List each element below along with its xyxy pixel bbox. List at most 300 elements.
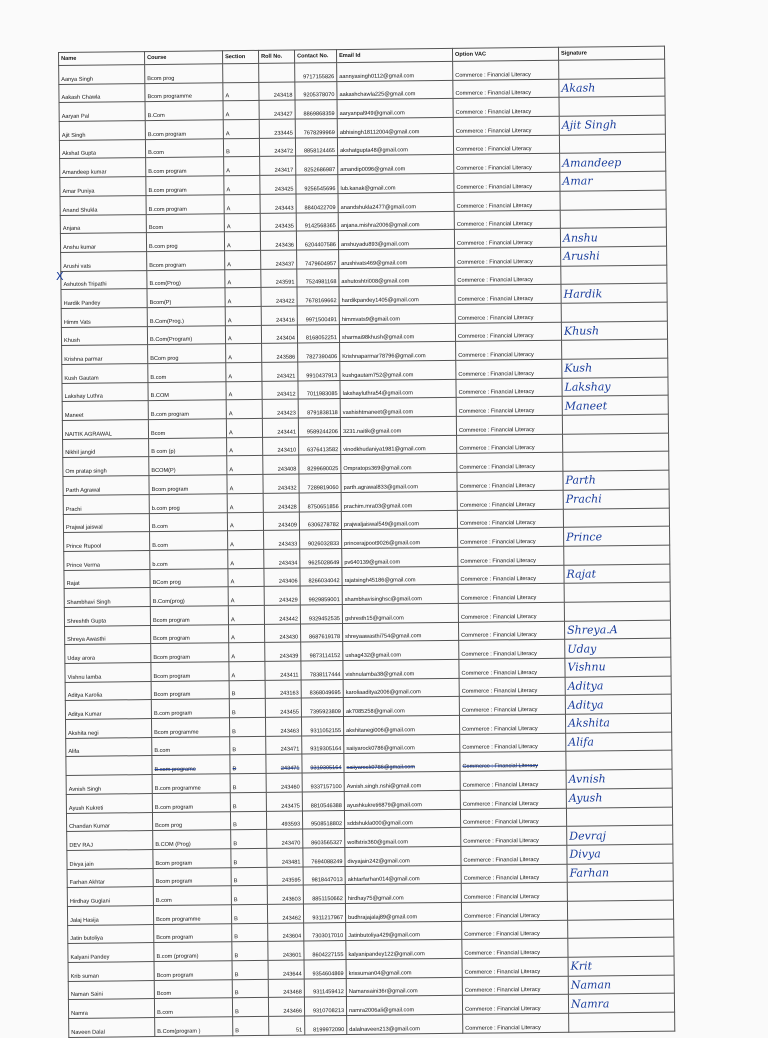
cell-sig: Khush: [561, 321, 667, 341]
cell-course: B.com program: [148, 400, 226, 420]
cell-contact: 7827390406: [298, 343, 340, 362]
cell-option-vac: Commerce : Financial Literacy: [459, 640, 565, 660]
cell-name: Vishnu lamba: [65, 663, 151, 683]
cell-section: [223, 63, 259, 82]
cell-roll: 243471: [266, 754, 302, 773]
cell-contact: 7289819060: [299, 474, 341, 493]
cell-email: budhrajajalaj89@gmail.com: [345, 902, 461, 922]
cell-sig: [563, 508, 669, 528]
header-name: Name: [59, 52, 145, 66]
cell-contact: 8368049695: [301, 679, 343, 698]
cell-sig: Krit: [568, 956, 674, 976]
cell-option-vac: Commerce : Financial Literacy: [454, 172, 560, 192]
cell-contact: 6376413582: [299, 436, 341, 455]
cell-section: A: [223, 82, 259, 101]
cell-email: akshatgupta48@gmail.com: [337, 136, 453, 156]
cell-name: Anand Shukla: [60, 195, 146, 215]
cell-contact: 9873114152: [301, 642, 343, 661]
header-option-vac: Option VAC: [452, 47, 558, 61]
cell-roll: 243423: [262, 399, 298, 418]
cell-contact: 7838117444: [301, 661, 343, 680]
cell-option-vac: Commerce : Financial Literacy: [459, 658, 565, 678]
cell-roll: 243406: [264, 568, 300, 587]
cell-section: A: [226, 362, 262, 381]
cell-course: B.com: [153, 886, 231, 906]
header-email-id: Email Id: [336, 48, 452, 62]
cell-option-vac: Commerce : Financial Literacy: [456, 341, 562, 361]
cell-sig: [563, 452, 669, 472]
cell-roll: 493593: [266, 810, 302, 829]
cell-sig: Namra: [568, 993, 674, 1013]
cell-email: Avnish.singh.nshi@gmail.com: [344, 771, 460, 791]
cell-course: BCom prog: [148, 344, 226, 364]
cell-name: Prince Verma: [64, 550, 150, 570]
cell-contact: 9929859001: [300, 586, 342, 605]
cell-roll: 243437: [261, 250, 297, 269]
cell-sig: [567, 900, 673, 920]
cell-name: Rajat: [64, 569, 150, 589]
cell-option-vac: Commerce : Financial Literacy: [457, 434, 563, 454]
cell-contact: 9026032833: [300, 530, 342, 549]
cell-name: Prachi: [63, 494, 149, 514]
cell-section: B: [229, 680, 265, 699]
cell-course: B.com program: [146, 195, 224, 215]
cell-sig: Ayush: [566, 788, 672, 808]
cell-course: Bcom programme: [153, 905, 231, 925]
cell-email: kalyanipandey122@gmail.com: [346, 940, 462, 960]
cell-section: A: [225, 250, 261, 269]
cell-email: kushgautam752@gmail.com: [340, 360, 456, 380]
cell-contact: 9354604869: [304, 960, 346, 979]
cell-contact: 9337157100: [302, 773, 344, 792]
cell-email: saiiyarock0786@gmail.com: [344, 734, 460, 754]
cell-course: Bcom prog: [152, 811, 230, 831]
cell-sig: [568, 937, 674, 957]
cell-section: A: [229, 624, 265, 643]
header-roll-no: Roll No.: [258, 50, 294, 63]
cell-course: Bcom: [146, 213, 224, 233]
cell-contact: 8851150662: [303, 885, 345, 904]
cell-course: Bcom program: [147, 251, 225, 271]
cell-email: dalalnaveen213@gmail.com: [347, 1014, 463, 1034]
cell-contact: 9818447013: [303, 866, 345, 885]
cell-sig: Divya: [567, 844, 673, 864]
cell-option-vac: Commerce : Financial Literacy: [462, 939, 568, 959]
cell-name: Namra: [68, 999, 154, 1019]
cell-name: Shreshth Gupta: [64, 607, 150, 627]
cell-option-vac: Commerce : Financial Literacy: [459, 696, 565, 716]
cell-course: B.Com(program ): [155, 1017, 233, 1037]
cell-sig: Amar: [560, 171, 666, 191]
cell-course: Bcom program: [153, 867, 231, 887]
cell-email: princerajpoot9026@gmail.com: [342, 529, 458, 549]
cell-course: B.com: [150, 531, 228, 551]
cell-contact: 7011983085: [298, 380, 340, 399]
cell-contact: 9311052155: [301, 717, 343, 736]
cell-email: krissuman04@gmail.com: [346, 958, 462, 978]
cell-roll: 233445: [259, 119, 295, 138]
cell-section: A: [226, 344, 262, 363]
cell-contact: 8687619178: [300, 623, 342, 642]
cell-name: Jalaj Hasija: [67, 905, 153, 925]
cell-sig: Naman: [568, 975, 674, 995]
cell-email: anshuyadu893@gmail.com: [338, 230, 454, 250]
cell-contact: 8199972090: [305, 1016, 347, 1035]
cell-section: A: [228, 587, 264, 606]
cell-course: B.com: [149, 512, 227, 532]
cell-sig: Aditya: [565, 694, 671, 714]
cell-roll: 243436: [260, 231, 296, 250]
cell-section: B: [232, 960, 268, 979]
cell-option-vac: Commerce : Financial Literacy: [460, 752, 566, 772]
cell-sig: Hardik: [561, 283, 667, 303]
cell-section: B: [230, 792, 266, 811]
cell-option-vac: Commerce : Financial Literacy: [455, 322, 561, 342]
cell-option-vac: Commerce : Financial Literacy: [457, 509, 563, 529]
cell-course: B.com program: [152, 793, 230, 813]
cell-course: B.com: [145, 139, 223, 159]
cell-section: B: [229, 717, 265, 736]
cell-roll: 243410: [263, 437, 299, 456]
cell-course: B.com program: [146, 157, 224, 177]
cell-name: Aditya Karolia: [65, 681, 151, 701]
cell-option-vac: Commerce : Financial Literacy: [454, 154, 560, 174]
cell-option-vac: Commerce : Financial Literacy: [457, 490, 563, 510]
cell-roll: 243586: [262, 343, 298, 362]
cell-option-vac: Commerce : Financial Literacy: [461, 882, 567, 902]
cell-sig: Prachi: [563, 489, 669, 509]
cell-course: B.com programe: [152, 755, 230, 775]
cell-course: Bcom(P): [147, 288, 225, 308]
cell-section: A: [226, 400, 262, 419]
cell-email: Krishnaparmar78796@gmail.com: [340, 342, 456, 362]
cell-name: Shreya Awasthi: [65, 625, 151, 645]
cell-option-vac: Commerce : Financial Literacy: [455, 247, 561, 267]
cell-section: B: [229, 699, 265, 718]
cell-contact: 9329452535: [300, 604, 342, 623]
cell-option-vac: Commerce : Financial Literacy: [458, 546, 564, 566]
cell-option-vac: Commerce : Financial Literacy: [454, 210, 560, 230]
cell-sig: [564, 601, 670, 621]
cell-sig: [563, 433, 669, 453]
cell-sig: Kush: [562, 358, 668, 378]
cell-option-vac: Commerce : Financial Literacy: [453, 98, 559, 118]
cell-course: B.com program: [151, 699, 229, 719]
cell-name: Anjana: [60, 214, 146, 234]
cell-contact: 6306278782: [299, 511, 341, 530]
cell-roll: 243417: [260, 156, 296, 175]
cell-roll: 243591: [261, 269, 297, 288]
cell-section: B: [231, 830, 267, 849]
cell-option-vac: Commerce : Financial Literacy: [462, 957, 568, 977]
cell-name: Naman Saini: [68, 980, 154, 1000]
cell-contact: 9311459412: [304, 978, 346, 997]
cell-email: vishnulamba38@gmail.com: [343, 659, 459, 679]
cell-contact: 7303017010: [304, 922, 346, 941]
cell-roll: 243427: [259, 100, 295, 119]
cell-roll: 243433: [264, 530, 300, 549]
cell-email: ashutoshtri008@gmail.com: [339, 267, 455, 287]
cell-sig: [560, 209, 666, 229]
cell-contact: 8858124465: [295, 137, 337, 156]
cell-contact: 9625028649: [300, 548, 342, 567]
cell-section: A: [225, 269, 261, 288]
cell-option-vac: Commerce : Financial Literacy: [459, 677, 565, 697]
cell-email: saiiyarock0786@gmail.com: [344, 753, 460, 773]
cell-section: A: [225, 306, 261, 325]
cell-email: anjana.mishra2006@gmail.com: [338, 211, 454, 231]
cell-email: ayushkukreti6879@gmail.com: [344, 790, 460, 810]
cell-sig: [561, 302, 667, 322]
cell-sig: [561, 265, 667, 285]
cell-email: Namansaini36r@gmail.com: [346, 977, 462, 997]
cell-roll: 243409: [263, 511, 299, 530]
cell-email: lakshayluthra54@gmail.com: [340, 379, 456, 399]
cell-sig: [560, 190, 666, 210]
cell-name: Amar Puniya: [60, 177, 146, 197]
cell-email: pv640139@gmail.com: [342, 547, 458, 567]
cell-section: A: [229, 661, 265, 680]
cell-name: Farhan Akhtar: [67, 868, 153, 888]
student-table: [58, 46, 675, 1038]
cell-option-vac: Commerce : Financial Literacy: [457, 471, 563, 491]
cell-roll: 243439: [265, 642, 301, 661]
header-section: Section: [222, 50, 258, 63]
cell-email: aakashchawla225@gmail.com: [337, 80, 453, 100]
cell-option-vac: Commerce : Financial Literacy: [461, 845, 567, 865]
cell-name: Naveen Dalal: [69, 1018, 155, 1038]
cell-name: Krishna parmar: [62, 345, 148, 365]
cell-email: akshitanegi006@gmail.com: [343, 715, 459, 735]
cell-roll: 243472: [259, 138, 295, 157]
cell-sig: Akshita: [565, 713, 671, 733]
cell-course: B.com(Prog): [147, 269, 225, 289]
cell-section: B: [231, 886, 267, 905]
cell-option-vac: Commerce : Financial Literacy: [462, 976, 568, 996]
cell-roll: 243422: [261, 287, 297, 306]
cell-course: b.com prog: [149, 494, 227, 514]
cell-option-vac: Commerce : Financial Literacy: [457, 453, 563, 473]
cell-section: A: [228, 549, 264, 568]
cell-sig: Vishnu: [565, 657, 671, 677]
cell-email: Ompratops369@gmail.com: [341, 454, 457, 474]
cell-section: B: [232, 942, 268, 961]
cell-contact: 9310708213: [304, 997, 346, 1016]
cell-roll: 243595: [267, 867, 303, 886]
cell-sig: [564, 545, 670, 565]
cell-sig: [568, 919, 674, 939]
cell-contact: 8603565327: [303, 829, 345, 848]
cell-option-vac: Commerce : Financial Literacy: [454, 228, 560, 248]
cell-course: Bcom program: [149, 475, 227, 495]
cell-option-vac: Commerce : Financial Literacy: [460, 770, 566, 790]
cell-name: Aakash Chawla: [59, 83, 145, 103]
cell-course: b.com: [150, 550, 228, 570]
cell-section: B: [230, 736, 266, 755]
cell-option-vac: Commerce : Financial Literacy: [453, 79, 559, 99]
cell-sig: Farhan: [567, 863, 673, 883]
cell-roll: 243466: [268, 997, 304, 1016]
cell-option-vac: Commerce : Financial Literacy: [455, 284, 561, 304]
cell-option-vac: Commerce : Financial Literacy: [456, 359, 562, 379]
cell-option-vac: Commerce : Financial Literacy: [460, 808, 566, 828]
cell-course: Bcom program: [151, 662, 229, 682]
cell-email: karoliaaditya2006@gmail.com: [343, 678, 459, 698]
cell-course: B.com prog: [146, 232, 224, 252]
cell-section: B: [231, 867, 267, 886]
cell-name: Chandan Kumar: [66, 812, 152, 832]
cell-name: [66, 756, 152, 776]
cell-roll: 243425: [260, 175, 296, 194]
header-signature: Signature: [558, 46, 664, 60]
cell-email: sddshukla000@gmail.com: [344, 809, 460, 829]
cell-roll: 243470: [267, 829, 303, 848]
cell-contact: 9717155826: [295, 63, 337, 82]
cell-sig: Aditya: [565, 676, 671, 696]
cell-contact: 9205378070: [295, 81, 337, 100]
cell-name: NAITIK AGRAWAL: [62, 420, 148, 440]
cell-section: B: [232, 923, 268, 942]
cell-roll: 243434: [264, 549, 300, 568]
cell-name: Avnish Singh: [66, 775, 152, 795]
cell-email: arushivats469@gmail.com: [339, 248, 455, 268]
cell-roll: 243421: [262, 362, 298, 381]
header-contact-no: Contact No.: [294, 50, 336, 63]
cell-course: Bcom prog: [145, 64, 223, 84]
cell-roll: 243404: [261, 325, 297, 344]
cell-name: Jatin butoliya: [68, 924, 154, 944]
cell-section: B: [231, 904, 267, 923]
margin-x-mark: X: [56, 270, 64, 283]
cell-section: A: [224, 194, 260, 213]
cell-email: aannyasingh0112@gmail.com: [337, 61, 453, 81]
cell-contact: 9142568365: [296, 212, 338, 231]
cell-option-vac: Commerce : Financial Literacy: [458, 565, 564, 585]
cell-name: Hardik Pandey: [61, 289, 147, 309]
cell-roll: 243418: [259, 82, 295, 101]
cell-sig: Amandeep: [560, 153, 666, 173]
cell-name: DEV RAJ: [67, 831, 153, 851]
cell-name: Maneet: [62, 401, 148, 421]
cell-option-vac: Commerce : Financial Literacy: [453, 116, 559, 136]
cell-email: rajatsingh45186@gmail.com: [342, 566, 458, 586]
cell-option-vac: Commerce : Financial Literacy: [453, 60, 559, 80]
cell-sig: [564, 582, 670, 602]
cell-course: B.com programme: [152, 774, 230, 794]
cell-roll: 243428: [263, 493, 299, 512]
cell-name: Shambhavi Singh: [64, 588, 150, 608]
cell-course: B.Com: [145, 101, 223, 121]
cell-email: abhisingh18112004@gmail.com: [337, 117, 453, 137]
cell-roll: 243430: [265, 624, 301, 643]
cell-email: lub.kanak@gmail.com: [338, 173, 454, 193]
cell-name: Anshu kumar: [60, 233, 146, 253]
cell-roll: 243416: [261, 306, 297, 325]
cell-section: A: [224, 176, 260, 195]
cell-roll: 243435: [260, 213, 296, 232]
cell-contact: 9319305164: [302, 735, 344, 754]
cell-section: B: [232, 998, 268, 1017]
cell-roll: 243468: [268, 979, 304, 998]
cell-option-vac: Commerce : Financial Literacy: [459, 714, 565, 734]
cell-email: prajwaljaiswal549@gmail.com: [341, 510, 457, 530]
cell-section: A: [229, 643, 265, 662]
cell-contact: 9508518802: [302, 810, 344, 829]
cell-name: Amandeep kumar: [60, 158, 146, 178]
cell-sig: Ajit Singh: [559, 115, 665, 135]
cell-email: hardikpandey1405@gmail.com: [339, 286, 455, 306]
cell-course: Bcom program: [150, 606, 228, 626]
cell-option-vac: Commerce : Financial Literacy: [453, 135, 559, 155]
cell-sig: Anshu: [560, 227, 666, 247]
cell-course: B.com (program): [154, 942, 232, 962]
cell-sig: [567, 881, 673, 901]
cell-email: himmvats9@gmail.com: [339, 304, 455, 324]
cell-section: A: [223, 101, 259, 120]
cell-section: A: [228, 605, 264, 624]
cell-name: Akshita negi: [65, 719, 151, 739]
cell-section: B: [230, 755, 266, 774]
cell-name: Alifa: [66, 737, 152, 757]
cell-email: shambhavisinghsc@gmail.com: [342, 585, 458, 605]
cell-name: Kush Gautam: [62, 364, 148, 384]
cell-email: gshresth15@gmail.com: [342, 603, 458, 623]
cell-roll: 243460: [266, 773, 302, 792]
cell-contact: 7678299969: [295, 119, 337, 138]
attendance-sheet: [58, 46, 674, 1038]
cell-roll: 243463: [265, 717, 301, 736]
cell-email: vinodkhudaniya1981@gmail.com: [341, 435, 457, 455]
cell-name: Hirdhay Guglani: [67, 887, 153, 907]
cell-roll: 243462: [267, 904, 303, 923]
cell-email: shreyaawasthi754@gmail.com: [342, 622, 458, 642]
cell-course: BCOM(P): [149, 456, 227, 476]
cell-contact: 7694088249: [303, 847, 345, 866]
cell-email: amandip0096@gmail.com: [338, 155, 454, 175]
cell-course: B.Com(Program): [147, 325, 225, 345]
cell-email: Jatinbutoliya429@gmail.com: [346, 921, 462, 941]
cell-option-vac: Commerce : Financial Literacy: [458, 527, 564, 547]
cell-email: namra2006ali@gmail.com: [346, 996, 462, 1016]
cell-name: Aditya Kumar: [65, 700, 151, 720]
cell-sig: Maneet: [562, 396, 668, 416]
cell-course: Bcom program: [153, 849, 231, 869]
cell-section: A: [228, 568, 264, 587]
cell-name: Divya jain: [67, 849, 153, 869]
cell-sig: [562, 414, 668, 434]
cell-name: Parth Agrawal: [63, 476, 149, 496]
cell-option-vac: Commerce : Financial Literacy: [463, 1013, 569, 1033]
cell-section: A: [226, 381, 262, 400]
cell-email: 3231.naitik@gmail.com: [340, 416, 456, 436]
cell-name: Himm Vats: [61, 308, 147, 328]
cell-sig: [562, 339, 668, 359]
cell-section: A: [225, 325, 261, 344]
cell-sig: Prince: [564, 526, 670, 546]
cell-sig: Lakshay: [562, 377, 668, 397]
cell-course: B com (p): [149, 438, 227, 458]
cell-name: Om pratap singh: [63, 457, 149, 477]
cell-section: A: [227, 512, 263, 531]
cell-course: B.com program: [146, 176, 224, 196]
cell-option-vac: Commerce : Financial Literacy: [456, 378, 562, 398]
cell-option-vac: Commerce : Financial Literacy: [455, 266, 561, 286]
cell-contact: 8791838118: [298, 399, 340, 418]
cell-email: wolfstrix360@gmail.com: [345, 828, 461, 848]
cell-name: Ashutosh Tripathi: [61, 270, 147, 290]
cell-roll: [259, 63, 295, 82]
cell-sig: Alifa: [566, 732, 672, 752]
